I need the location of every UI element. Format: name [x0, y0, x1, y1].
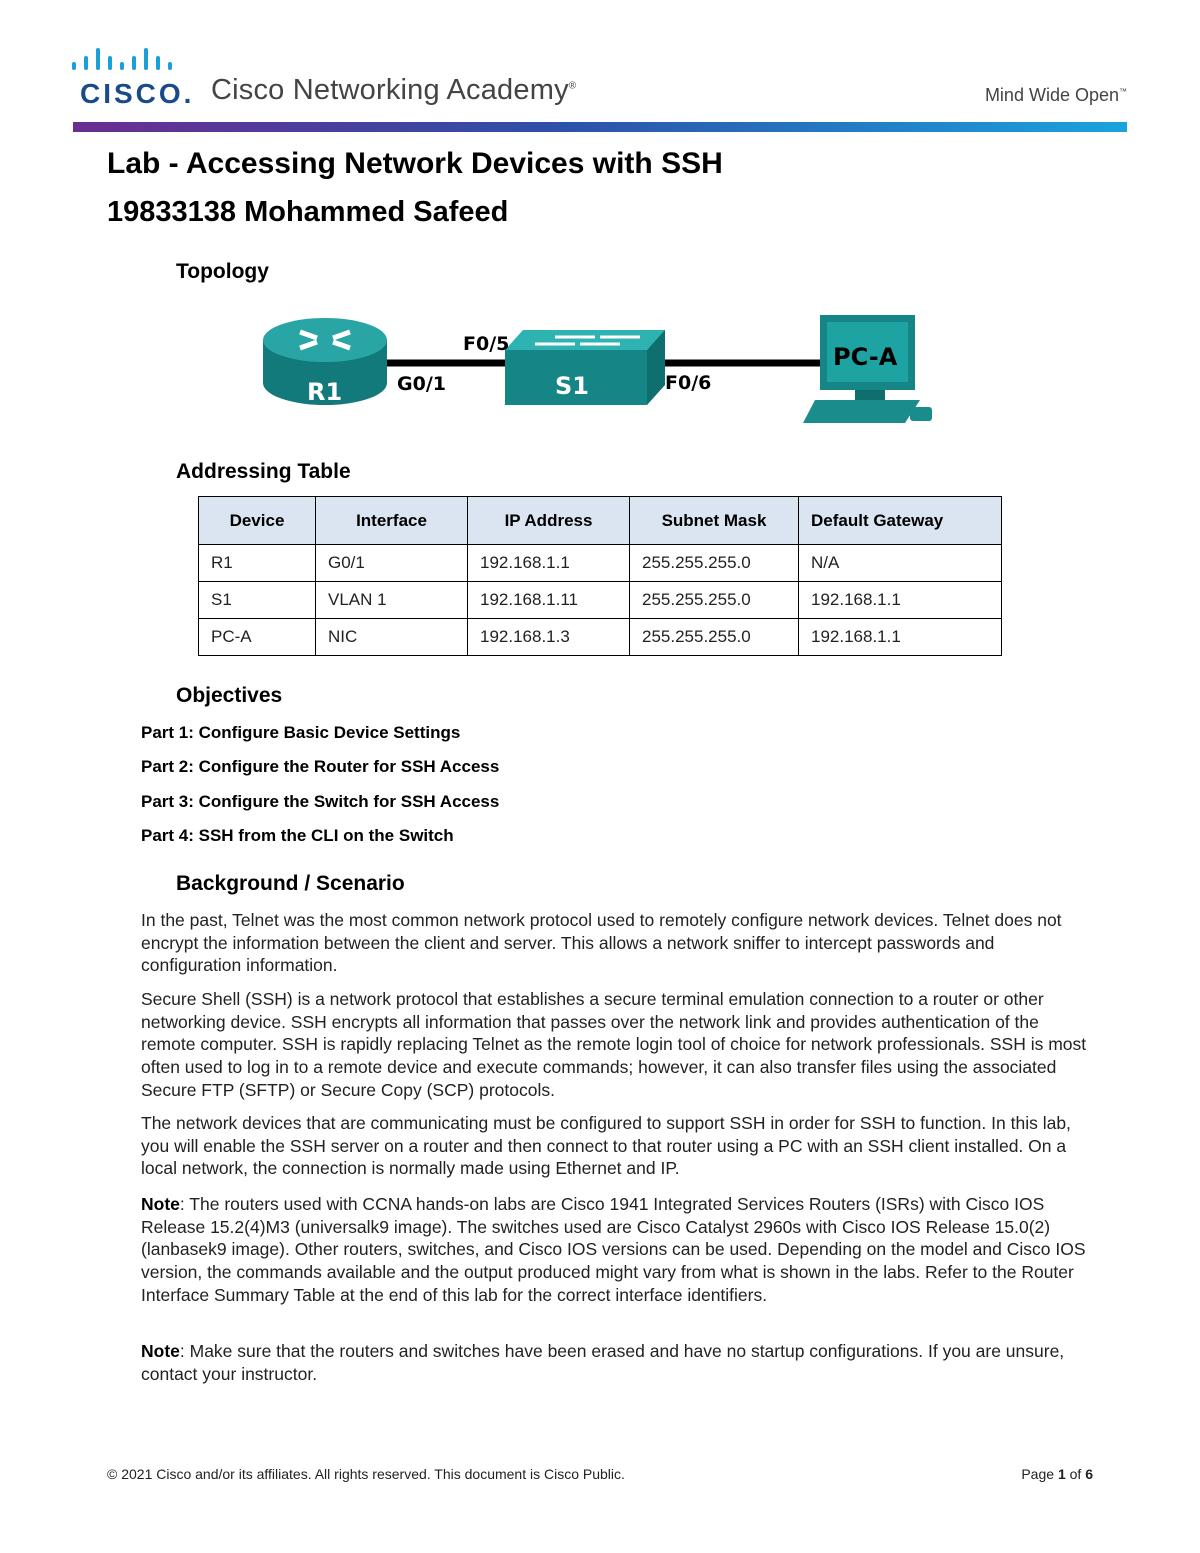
port-label-g01: G0/1 — [397, 373, 446, 395]
table-cell: S1 — [199, 582, 316, 619]
table-row — [199, 545, 1002, 582]
table-cell: NIC — [316, 619, 468, 656]
academy-name: Cisco Networking Academy® — [211, 74, 577, 106]
table-cell: 192.168.1.1 — [799, 582, 1002, 619]
table-row — [199, 582, 1002, 619]
note-label: Note — [141, 1341, 180, 1361]
column-header: Interface — [316, 497, 468, 545]
table-cell: PC-A — [199, 619, 316, 656]
port-label-f05: F0/5 — [463, 333, 510, 355]
router-label: R1 — [307, 378, 343, 406]
page-number: Page 1 of 6 — [1021, 1466, 1093, 1482]
objective-item: Part 1: Configure Basic Device Settings — [141, 723, 461, 742]
document-title: Lab - Accessing Network Devices with SSH — [107, 147, 723, 180]
footer-copyright: © 2021 Cisco and/or its affiliates. All rights reserved. This document is Cisco Public. — [107, 1466, 625, 1482]
background-heading: Background / Scenario — [176, 872, 405, 895]
document-subtitle: 19833138 Mohammed Safeed — [107, 196, 509, 228]
tagline: Mind Wide Open™ — [984, 85, 1127, 105]
objective-item: Part 2: Configure the Router for SSH Access — [141, 757, 500, 776]
table-cell: 255.255.255.0 — [630, 582, 799, 619]
table-cell: 255.255.255.0 — [630, 545, 799, 582]
objective-item: Part 3: Configure the Switch for SSH Access — [141, 792, 500, 811]
column-header: Default Gateway — [799, 497, 1002, 545]
pc-label: PC-A — [833, 343, 898, 371]
addressing-heading: Addressing Table — [176, 460, 351, 483]
port-label-f06: F0/6 — [665, 372, 712, 394]
table-cell: 192.168.1.3 — [468, 619, 630, 656]
objective-item: Part 4: SSH from the CLI on the Switch — [141, 826, 454, 845]
topology-diagram — [255, 305, 955, 435]
table-cell: VLAN 1 — [316, 582, 468, 619]
note-label: Note — [141, 1194, 180, 1214]
table-cell: 192.168.1.1 — [468, 545, 630, 582]
paragraph: In the past, Telnet was the most common network protocol used to remotely configure network devices. Telnet does not encrypt the information between the client and server. This allows a network sniffer to intercept passwords and configuration information. — [141, 910, 1062, 976]
paragraph: The network devices that are communicating must be configured to support SSH in order for SSH to function. In this lab, you will enable the SSH server on a router and then connect to that router using a PC with an SSH client installed. On a local network, the connection is normally made using Ethernet and IP. — [141, 1113, 1071, 1179]
column-header: Device — [199, 497, 316, 545]
table-cell: G0/1 — [316, 545, 468, 582]
cisco-logo-text: CISCO. — [80, 78, 195, 109]
cisco-logo-bars-icon — [72, 46, 182, 76]
note-paragraph: Note: Make sure that the routers and switches have been erased and have no startup configurations. If you are unsure, contact your instructor. — [141, 1341, 1065, 1384]
column-header: Subnet Mask — [630, 497, 799, 545]
topology-heading: Topology — [176, 260, 269, 283]
table-cell: 192.168.1.11 — [468, 582, 630, 619]
table-cell: 255.255.255.0 — [630, 619, 799, 656]
paragraph: Secure Shell (SSH) is a network protocol that establishes a secure terminal emulation connection to a router or other networking device. SSH encrypts all information that passes over the network link and provides authentication of the remote computer. SSH is rapidly replacing Telnet as the remote login tool of choice for network professionals. SSH is most often used to log in to a remote device and execute commands; however, it can also transfer files using the associated Secure FTP (SFTP) or Secure Copy (SCP) protocols. — [141, 989, 1087, 1100]
table-row — [199, 619, 1002, 656]
table-cell: R1 — [199, 545, 316, 582]
table-header-row — [199, 497, 1002, 545]
header-gradient-bar — [73, 122, 1127, 132]
note-paragraph: Note: The routers used with CCNA hands-on labs are Cisco 1941 Integrated Services Routers (ISRs) with Cisco IOS Release 15.2(4)M3 (universalk9 image). The switches used are Cisco Catalyst 2960s with Cisco IOS Release 15.0(2) (lanbasek9 image). Other routers, switches, and Cisco IOS versions can be used. Depending on the model and Cisco IOS version, the commands available and the output produced might vary from what is shown in the labs. Refer to the Router Interface Summary Table at the end of this lab for the correct interface identifiers. — [141, 1194, 1086, 1305]
table-cell: N/A — [799, 545, 1002, 582]
addressing-table — [198, 496, 1002, 656]
objectives-heading: Objectives — [176, 684, 283, 707]
switch-label: S1 — [555, 372, 589, 400]
table-cell: 192.168.1.1 — [799, 619, 1002, 656]
column-header: IP Address — [468, 497, 630, 545]
